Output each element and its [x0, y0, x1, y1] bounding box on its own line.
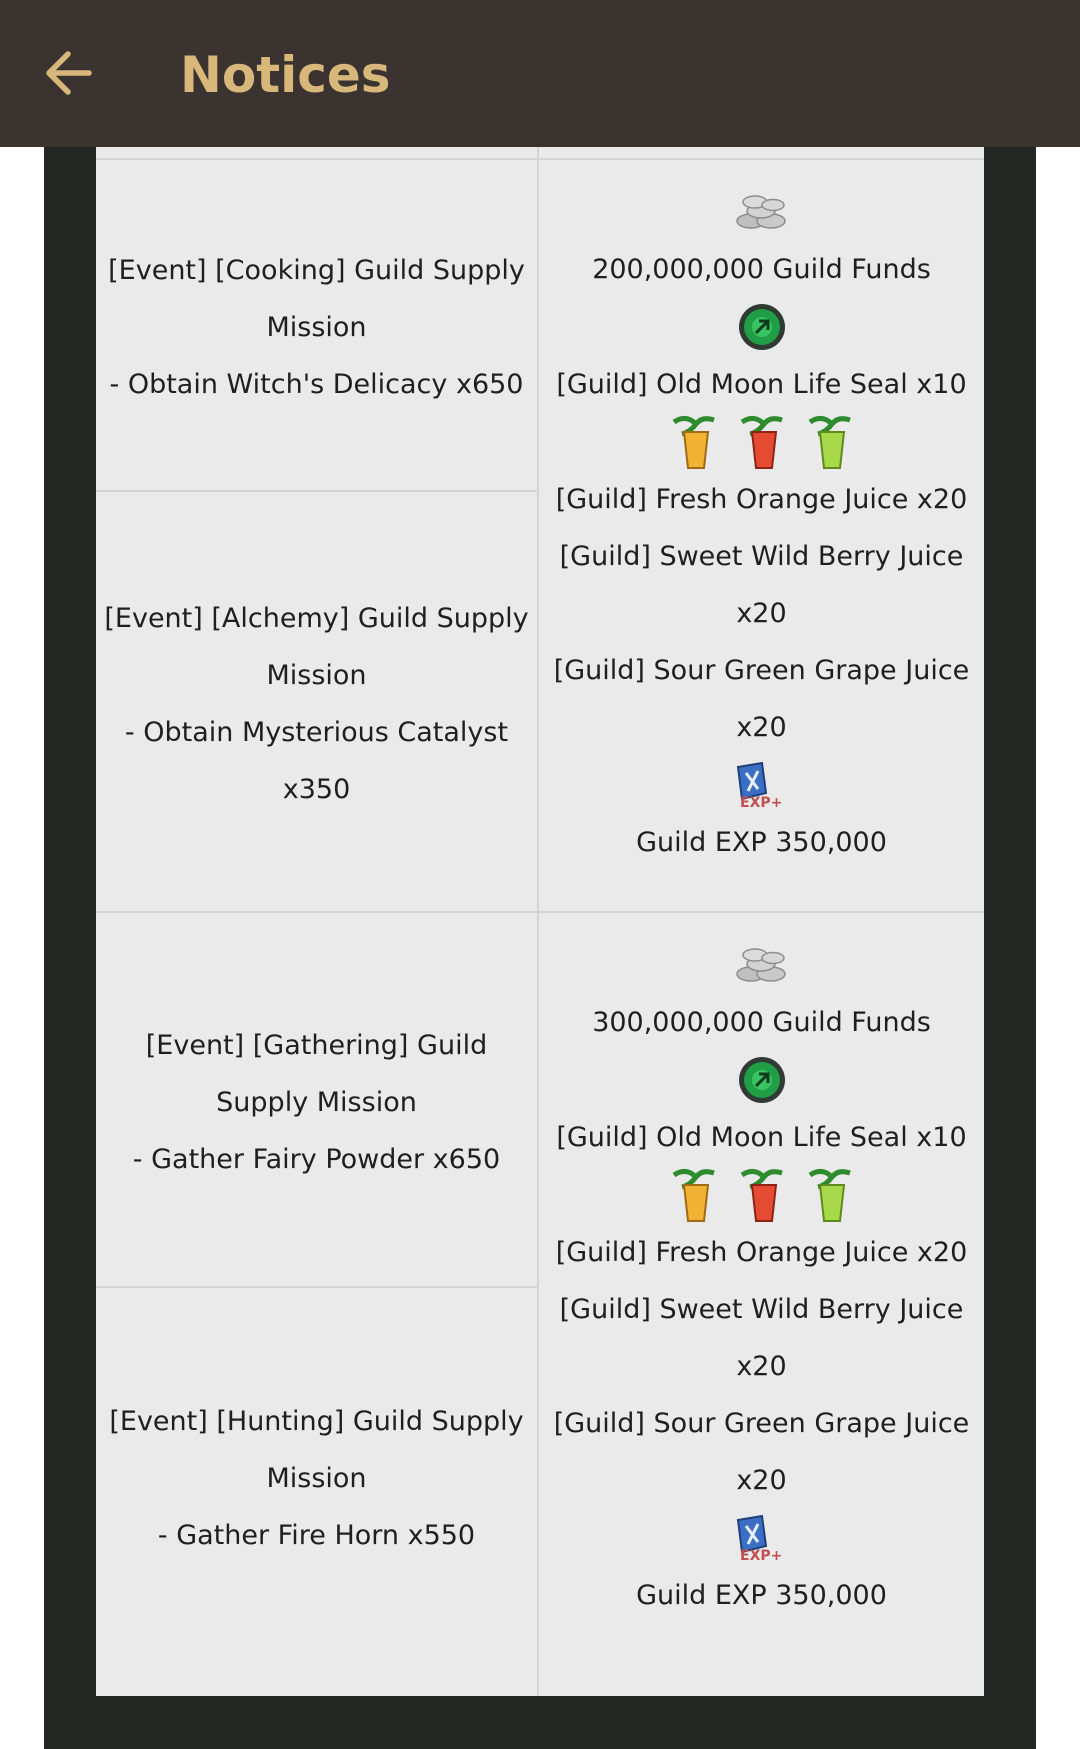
mission-line: Mission	[266, 660, 367, 691]
reward-juice-line: [Guild] Fresh Orange Juice x20	[555, 1237, 968, 1268]
mission-cell-cooking	[96, 242, 537, 413]
mission-line: Mission	[266, 312, 367, 343]
mission-line: - Obtain Mysterious Catalyst	[124, 717, 509, 748]
svg-text:EXP+: EXP+	[739, 1548, 782, 1564]
orange-juice-icon	[666, 412, 722, 472]
mission-cell-gathering	[96, 1017, 537, 1188]
life-seal-icon	[737, 302, 787, 352]
mission-cell-alchemy	[96, 590, 537, 818]
reward-juice-line: x20	[736, 598, 787, 629]
reward-juice-line: [Guild] Fresh Orange Juice x20	[555, 484, 968, 515]
grape-juice-icon	[802, 1165, 858, 1225]
reward-juice-line: [Guild] Sweet Wild Berry Juice	[559, 541, 964, 572]
row-divider	[96, 911, 984, 913]
mission-line: [Event] [Alchemy] Guild Supply	[104, 603, 529, 634]
row-divider	[96, 1286, 537, 1288]
reward-exp: Guild EXP 350,000	[636, 1580, 887, 1611]
row-divider	[96, 158, 984, 160]
reward-cell-2	[539, 936, 984, 1624]
mission-line: [Event] [Hunting] Guild Supply	[109, 1406, 524, 1437]
reward-juice-line: x20	[736, 712, 787, 743]
mission-line: - Gather Fairy Powder x650	[132, 1144, 501, 1175]
mission-line: [Event] [Gathering] Guild	[145, 1030, 488, 1061]
reward-seal: [Guild] Old Moon Life Seal x10	[556, 369, 967, 400]
orange-juice-icon	[666, 1165, 722, 1225]
mission-line: Mission	[266, 1463, 367, 1494]
mission-cell-hunting	[96, 1393, 537, 1564]
mission-line: Supply Mission	[216, 1087, 417, 1118]
back-button[interactable]	[34, 38, 104, 108]
arrow-left-icon	[44, 50, 94, 96]
reward-seal: [Guild] Old Moon Life Seal x10	[556, 1122, 967, 1153]
reward-juice-line: x20	[736, 1351, 787, 1382]
reward-juice-line: [Guild] Sour Green Grape Juice	[553, 1408, 970, 1439]
mission-line: - Obtain Witch's Delicacy x650	[109, 369, 524, 400]
guild-exp-icon	[732, 759, 792, 811]
reward-funds: 300,000,000 Guild Funds	[592, 1007, 931, 1038]
reward-juice-line: x20	[736, 1465, 787, 1496]
mission-line: [Event] [Cooking] Guild Supply	[108, 255, 525, 286]
reward-funds: 200,000,000 Guild Funds	[592, 254, 931, 285]
row-divider	[96, 490, 537, 492]
coins-icon	[731, 189, 793, 235]
reward-exp: Guild EXP 350,000	[636, 827, 887, 858]
life-seal-icon	[737, 1055, 787, 1105]
berry-juice-icon	[734, 412, 790, 472]
reward-table	[96, 120, 984, 1696]
coins-icon	[731, 942, 793, 988]
berry-juice-icon	[734, 1165, 790, 1225]
mission-line: x350	[282, 774, 351, 805]
mission-line: - Gather Fire Horn x550	[157, 1520, 476, 1551]
page-title: Notices	[180, 46, 391, 104]
grape-juice-icon	[802, 412, 858, 472]
reward-juice-line: [Guild] Sour Green Grape Juice	[553, 655, 970, 686]
reward-cell-1	[539, 183, 984, 871]
svg-text:EXP+: EXP+	[739, 795, 782, 811]
reward-juice-line: [Guild] Sweet Wild Berry Juice	[559, 1294, 964, 1325]
app-header	[0, 0, 1080, 147]
guild-exp-icon	[732, 1512, 792, 1564]
